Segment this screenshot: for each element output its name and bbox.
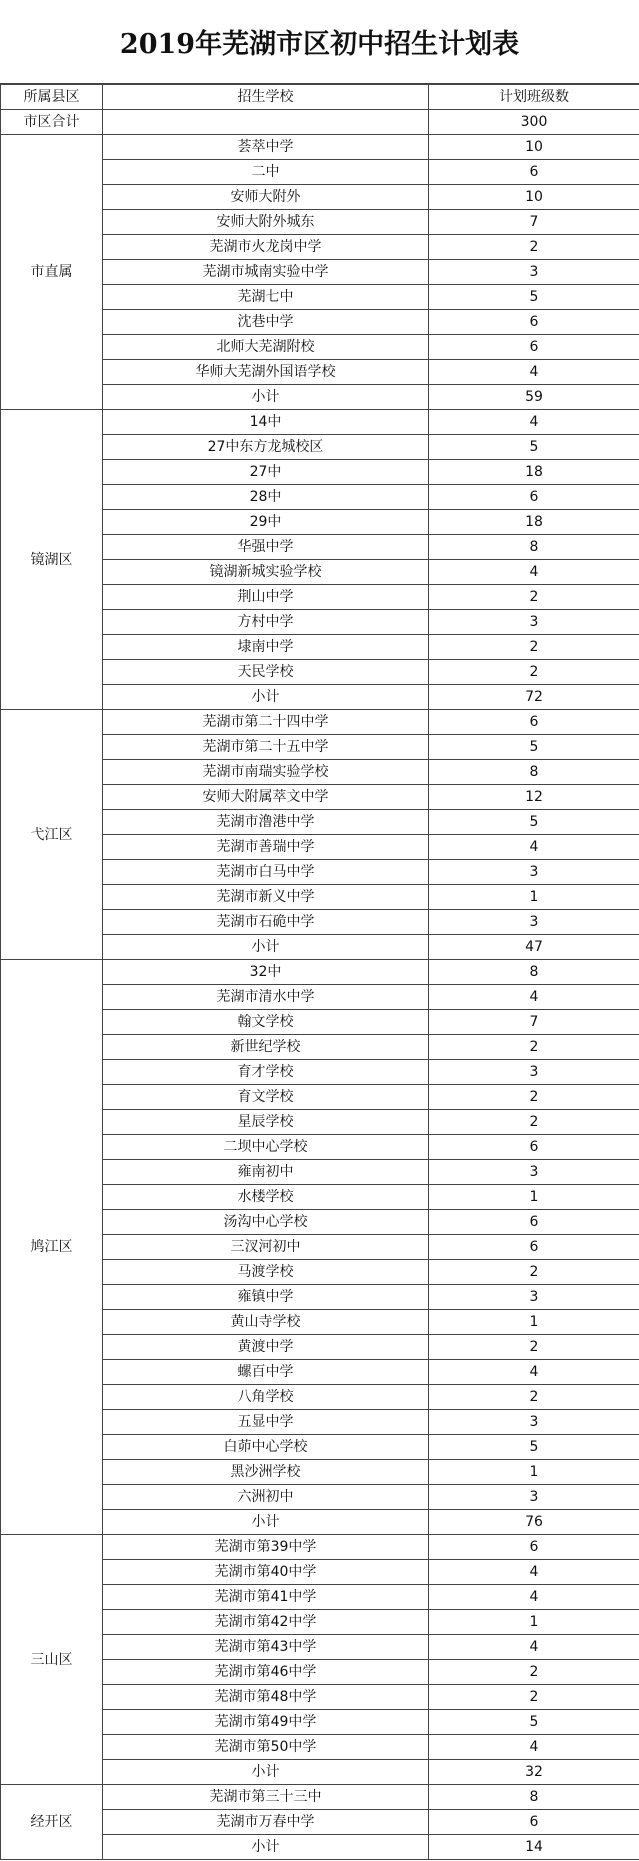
school-name: 小计 xyxy=(103,385,429,410)
school-name: 八角学校 xyxy=(103,1385,429,1410)
school-name: 小计 xyxy=(103,1835,429,1860)
class-count: 4 xyxy=(429,560,639,585)
class-count: 8 xyxy=(429,760,639,785)
school-name: 安师大附外 xyxy=(103,185,429,210)
class-count: 6 xyxy=(429,1135,639,1160)
school-name: 星辰学校 xyxy=(103,1110,429,1135)
school-name: 28中 xyxy=(103,485,429,510)
district-name: 市直属 xyxy=(1,135,103,410)
school-name: 芜湖市第二十四中学 xyxy=(103,710,429,735)
class-count: 1 xyxy=(429,1460,639,1485)
page-title: 2019年芜湖市区初中招生计划表 xyxy=(0,0,639,84)
school-name: 安师大附外城东 xyxy=(103,210,429,235)
school-name: 白茆中心学校 xyxy=(103,1435,429,1460)
class-count: 2 xyxy=(429,1385,639,1410)
class-count: 5 xyxy=(429,1710,639,1735)
table-row xyxy=(1,1535,639,1560)
header-classes: 计划班级数 xyxy=(429,85,639,110)
class-count: 72 xyxy=(429,685,639,710)
table-row xyxy=(1,710,639,735)
school-name: 荆山中学 xyxy=(103,585,429,610)
school-name: 芜湖市第50中学 xyxy=(103,1735,429,1760)
school-name: 小计 xyxy=(103,935,429,960)
school-name: 芜湖市第40中学 xyxy=(103,1560,429,1585)
class-count: 2 xyxy=(429,235,639,260)
class-count: 6 xyxy=(429,335,639,360)
school-name: 新世纪学校 xyxy=(103,1035,429,1060)
school-name: 小计 xyxy=(103,1510,429,1535)
class-count: 4 xyxy=(429,1585,639,1610)
header-district: 所属县区 xyxy=(1,85,103,110)
class-count: 47 xyxy=(429,935,639,960)
school-name: 芜湖市第三十三中 xyxy=(103,1785,429,1810)
table-row xyxy=(1,960,639,985)
school-name: 27中东方龙城校区 xyxy=(103,435,429,460)
school-name: 芜湖市善瑞中学 xyxy=(103,835,429,860)
class-count: 4 xyxy=(429,360,639,385)
table-body xyxy=(1,110,639,1860)
school-name: 二坝中心学校 xyxy=(103,1135,429,1160)
header-school: 招生学校 xyxy=(103,85,429,110)
class-count: 76 xyxy=(429,1510,639,1535)
class-count: 3 xyxy=(429,860,639,885)
class-count: 6 xyxy=(429,485,639,510)
class-count: 1 xyxy=(429,1610,639,1635)
school-name: 芜湖市第二十五中学 xyxy=(103,735,429,760)
school-name: 芜湖市第49中学 xyxy=(103,1710,429,1735)
school-name: 芜湖市南瑞实验学校 xyxy=(103,760,429,785)
class-count: 32 xyxy=(429,1760,639,1785)
school-name: 华师大芜湖外国语学校 xyxy=(103,360,429,385)
class-count: 2 xyxy=(429,1110,639,1135)
class-count: 2 xyxy=(429,1660,639,1685)
class-count: 59 xyxy=(429,385,639,410)
district-name: 经开区 xyxy=(1,1785,103,1860)
district-name: 三山区 xyxy=(1,1535,103,1785)
class-count: 2 xyxy=(429,1335,639,1360)
class-count: 3 xyxy=(429,1285,639,1310)
class-count: 3 xyxy=(429,1485,639,1510)
school-name: 芜湖市石硊中学 xyxy=(103,910,429,935)
class-count: 4 xyxy=(429,1360,639,1385)
school-name: 雍南初中 xyxy=(103,1160,429,1185)
school-name: 芜湖市第41中学 xyxy=(103,1585,429,1610)
class-count: 18 xyxy=(429,510,639,535)
class-count: 2 xyxy=(429,635,639,660)
class-count: 2 xyxy=(429,1085,639,1110)
class-count: 8 xyxy=(429,960,639,985)
school-name: 二中 xyxy=(103,160,429,185)
table-row xyxy=(1,410,639,435)
school-name: 六洲初中 xyxy=(103,1485,429,1510)
school-name: 三汊河初中 xyxy=(103,1235,429,1260)
class-count: 4 xyxy=(429,1735,639,1760)
class-count: 6 xyxy=(429,160,639,185)
class-count: 6 xyxy=(429,1210,639,1235)
school-name: 马渡学校 xyxy=(103,1260,429,1285)
class-count: 6 xyxy=(429,1535,639,1560)
class-count: 6 xyxy=(429,1810,639,1835)
class-count: 5 xyxy=(429,285,639,310)
school-name: 黑沙洲学校 xyxy=(103,1460,429,1485)
school-name: 芜湖市新义中学 xyxy=(103,885,429,910)
total-row xyxy=(1,110,639,135)
school-name: 小计 xyxy=(103,685,429,710)
school-name: 育文学校 xyxy=(103,1085,429,1110)
class-count: 1 xyxy=(429,1185,639,1210)
class-count: 4 xyxy=(429,410,639,435)
school-name: 芜湖市城南实验中学 xyxy=(103,260,429,285)
class-count: 5 xyxy=(429,735,639,760)
school-name: 27中 xyxy=(103,460,429,485)
class-count: 1 xyxy=(429,1310,639,1335)
class-count: 12 xyxy=(429,785,639,810)
class-count: 3 xyxy=(429,1410,639,1435)
school-name: 芜湖市第39中学 xyxy=(103,1535,429,1560)
class-count: 6 xyxy=(429,1235,639,1260)
school-name: 芜湖七中 xyxy=(103,285,429,310)
class-count: 2 xyxy=(429,1260,639,1285)
class-count: 10 xyxy=(429,135,639,160)
district-name: 鸠江区 xyxy=(1,960,103,1535)
school-name: 32中 xyxy=(103,960,429,985)
school-name: 雍镇中学 xyxy=(103,1285,429,1310)
school-name: 螺百中学 xyxy=(103,1360,429,1385)
table-header-row xyxy=(1,85,639,110)
total-school-cell xyxy=(103,110,429,135)
class-count: 8 xyxy=(429,1785,639,1810)
school-name: 安师大附属萃文中学 xyxy=(103,785,429,810)
class-count: 2 xyxy=(429,1685,639,1710)
school-name: 芜湖市第48中学 xyxy=(103,1685,429,1710)
school-name: 镜湖新城实验学校 xyxy=(103,560,429,585)
school-name: 水楼学校 xyxy=(103,1185,429,1210)
school-name: 14中 xyxy=(103,410,429,435)
school-name: 华强中学 xyxy=(103,535,429,560)
school-name: 沈巷中学 xyxy=(103,310,429,335)
school-name: 育才学校 xyxy=(103,1060,429,1085)
class-count: 18 xyxy=(429,460,639,485)
class-count: 4 xyxy=(429,985,639,1010)
class-count: 6 xyxy=(429,310,639,335)
school-name: 黄渡中学 xyxy=(103,1335,429,1360)
class-count: 7 xyxy=(429,210,639,235)
school-name: 黄山寺学校 xyxy=(103,1310,429,1335)
class-count: 2 xyxy=(429,1035,639,1060)
class-count: 3 xyxy=(429,910,639,935)
class-count: 14 xyxy=(429,1835,639,1860)
class-count: 3 xyxy=(429,1060,639,1085)
class-count: 2 xyxy=(429,585,639,610)
school-name: 芜湖市第46中学 xyxy=(103,1660,429,1685)
school-name: 29中 xyxy=(103,510,429,535)
school-name: 芜湖市火龙岗中学 xyxy=(103,235,429,260)
enrollment-plan-table xyxy=(0,84,639,1860)
class-count: 5 xyxy=(429,810,639,835)
class-count: 3 xyxy=(429,260,639,285)
school-name: 芜湖市清水中学 xyxy=(103,985,429,1010)
school-name: 芜湖市第43中学 xyxy=(103,1635,429,1660)
class-count: 3 xyxy=(429,1160,639,1185)
class-count: 5 xyxy=(429,435,639,460)
district-name: 镜湖区 xyxy=(1,410,103,710)
school-name: 翰文学校 xyxy=(103,1010,429,1035)
class-count: 7 xyxy=(429,1010,639,1035)
school-name: 方村中学 xyxy=(103,610,429,635)
class-count: 10 xyxy=(429,185,639,210)
district-name: 弋江区 xyxy=(1,710,103,960)
school-name: 汤沟中心学校 xyxy=(103,1210,429,1235)
school-name: 埭南中学 xyxy=(103,635,429,660)
class-count: 2 xyxy=(429,660,639,685)
school-name: 五显中学 xyxy=(103,1410,429,1435)
school-name: 小计 xyxy=(103,1760,429,1785)
class-count: 4 xyxy=(429,835,639,860)
total-value: 300 xyxy=(429,110,639,135)
total-label: 市区合计 xyxy=(1,110,103,135)
school-name: 芜湖市第42中学 xyxy=(103,1610,429,1635)
school-name: 北师大芜湖附校 xyxy=(103,335,429,360)
school-name: 荟萃中学 xyxy=(103,135,429,160)
table-row xyxy=(1,1785,639,1810)
school-name: 芜湖市白马中学 xyxy=(103,860,429,885)
class-count: 3 xyxy=(429,610,639,635)
class-count: 1 xyxy=(429,885,639,910)
table-row xyxy=(1,135,639,160)
school-name: 芜湖市澛港中学 xyxy=(103,810,429,835)
class-count: 4 xyxy=(429,1560,639,1585)
school-name: 天民学校 xyxy=(103,660,429,685)
class-count: 8 xyxy=(429,535,639,560)
class-count: 4 xyxy=(429,1635,639,1660)
school-name: 芜湖市万春中学 xyxy=(103,1810,429,1835)
class-count: 5 xyxy=(429,1435,639,1460)
class-count: 6 xyxy=(429,710,639,735)
